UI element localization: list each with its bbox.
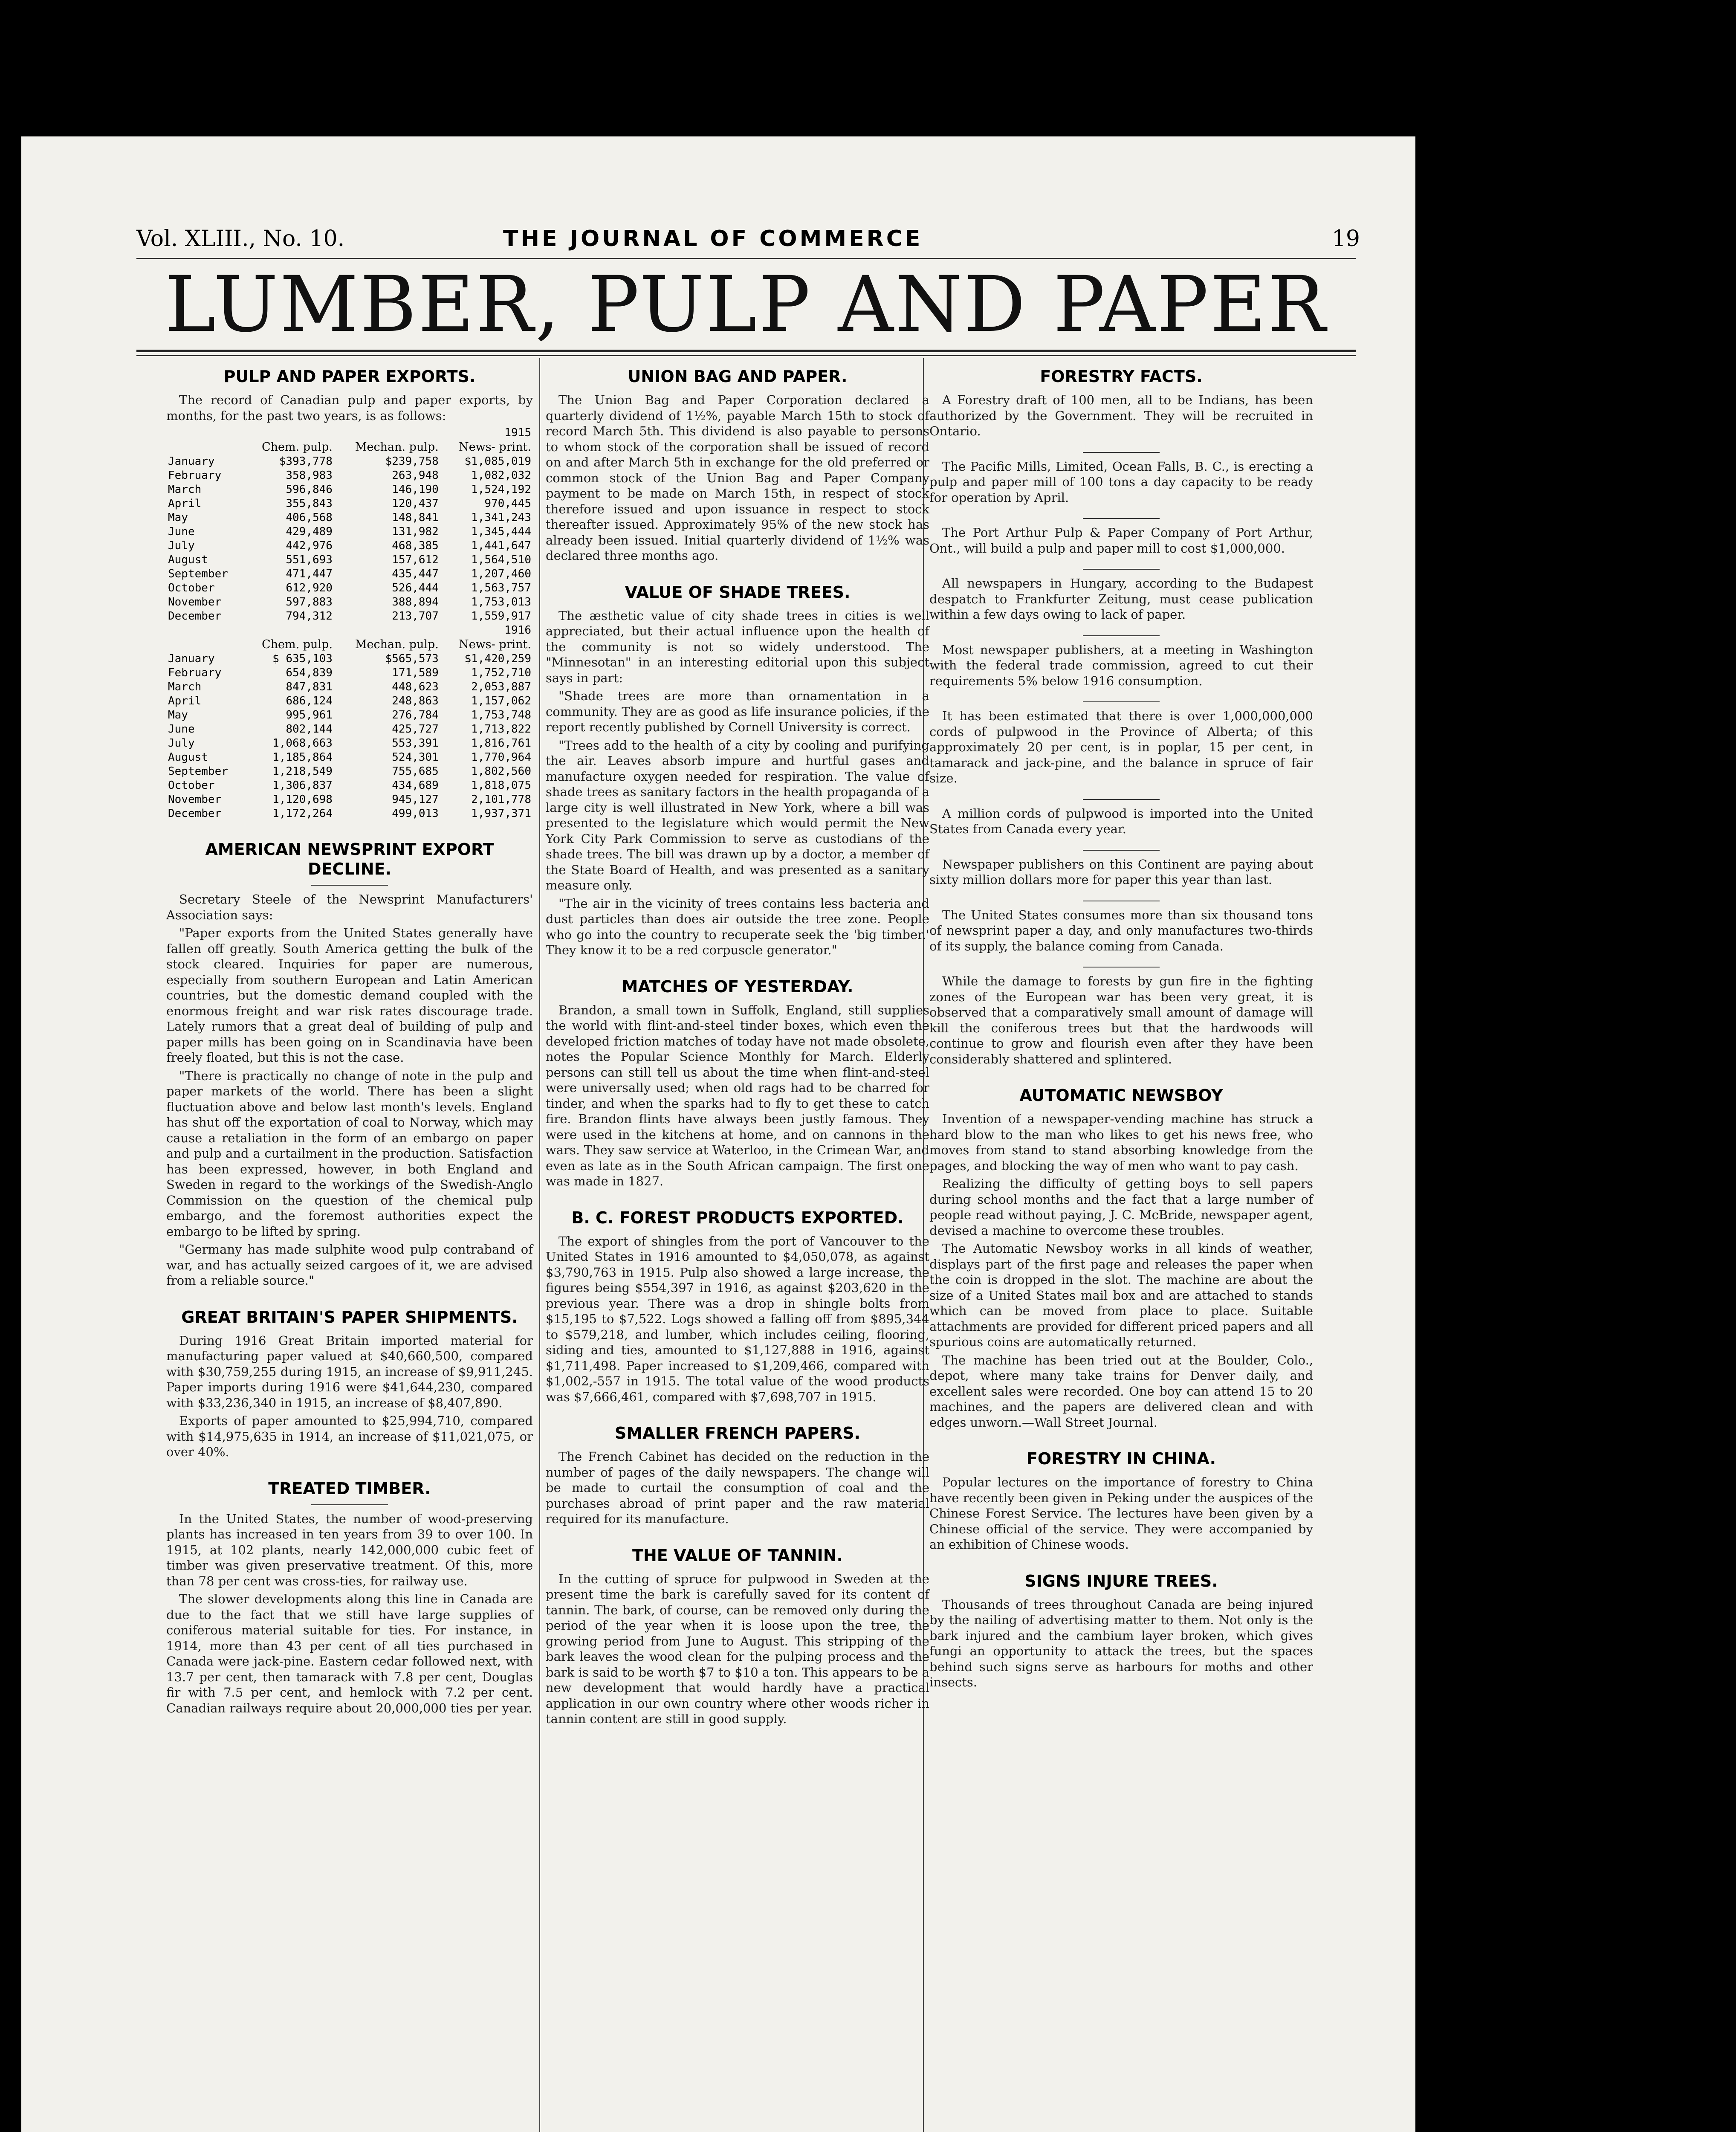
table-row xyxy=(166,483,533,497)
value-cell: 171,589 xyxy=(392,666,439,679)
newspaper-page xyxy=(21,136,1415,2132)
value-cell: 131,982 xyxy=(392,525,439,538)
value-cell: 654,839 xyxy=(286,666,333,679)
table-row xyxy=(166,666,533,680)
month-cell: June xyxy=(168,723,195,736)
value-cell: 435,447 xyxy=(392,568,439,580)
article-title: MATCHES OF YESTERDAY. xyxy=(622,977,854,996)
article-body xyxy=(546,1002,929,1189)
month-cell: November xyxy=(168,596,222,608)
month-cell: May xyxy=(168,511,188,524)
article-paragraph: Exports of paper amounted to $25,994,710, compared with $14,975,635 in 1914, an increase of $11,021,075, or over 40%. xyxy=(166,1414,533,1459)
column-header: News- print. xyxy=(459,638,531,651)
month-cell: December xyxy=(168,610,222,623)
table-row xyxy=(166,807,533,821)
month-cell: September xyxy=(168,568,228,580)
article-body xyxy=(546,1571,929,1727)
value-cell: 526,444 xyxy=(392,582,439,594)
item-separator xyxy=(1083,799,1160,800)
value-cell: 263,948 xyxy=(392,469,439,482)
article-paragraph: "Shade trees are more than ornamentation in a community. They are as good as life insurance policies, if the report recently published by Cornell University is correct. xyxy=(546,689,929,734)
item-separator xyxy=(1083,967,1160,968)
article-paragraph: "The air in the vicinity of trees contains less bacteria and dust particles than does air outside the tree zone. People who go into the country to recuperate seek the 'big timber.' They know it to be a red corpuscle generator." xyxy=(546,896,929,957)
value-cell: 1,802,560 xyxy=(471,765,531,778)
item-separator xyxy=(1083,569,1160,570)
page-number: 19 xyxy=(1331,226,1360,252)
item-separator xyxy=(1083,452,1160,453)
value-cell: 596,846 xyxy=(286,483,333,496)
month-cell: April xyxy=(168,497,202,510)
value-cell: $1,420,259 xyxy=(464,652,531,665)
month-cell: March xyxy=(168,483,202,496)
article-body xyxy=(929,1111,1313,1430)
value-cell: 388,894 xyxy=(392,596,439,608)
article-paragraph: Thousands of trees throughout Canada are being injured by the nailing of advertising matter to them. Not only is the bark injured and the cambium layer broken, which gives fungi an opportunity to attack the trees, but the spaces behind such signs serve as harbours for moths and other insects. xyxy=(929,1597,1313,1689)
article-body xyxy=(546,608,929,958)
value-cell: $239,758 xyxy=(385,455,439,468)
news-item: All newspapers in Hungary, according to the Budapest despatch to Frankfurter Zeitung, must cease publication within a few days owing to lack of paper. xyxy=(929,576,1313,622)
table-header-row xyxy=(166,637,533,652)
table-row xyxy=(166,736,533,750)
value-cell: $1,085,019 xyxy=(464,455,531,468)
month-cell: January xyxy=(168,455,215,468)
item-separator xyxy=(1083,518,1160,519)
value-cell: 755,685 xyxy=(392,765,439,778)
column-3 xyxy=(929,367,1313,1693)
value-cell: 146,190 xyxy=(392,483,439,496)
month-cell: February xyxy=(168,469,222,482)
article-paragraph: The slower developments along this line in Canada are due to the fact that we still have large supplies of coniferous material suitable for ties. For instance, in 1914, more than 43 per cent of all ties purchased in Canada were jack-pine. Eastern cedar followed next, with 13.7 per cent, then tamarack with 7.8 per cent, Douglas fir with 7.5 per cent, and hemlock with 7.2 per cent. Canadian railways require about 20,000,000 ties per year. xyxy=(166,1592,533,1715)
year-row xyxy=(166,623,533,637)
value-cell: 213,707 xyxy=(392,610,439,623)
value-cell: 1,753,013 xyxy=(471,596,531,608)
value-cell: 471,447 xyxy=(286,568,333,580)
article-paragraph: During 1916 Great Britain imported material for manufacturing paper valued at $40,660,500, compared with $30,759,255 during 1915, an increase of $9,911,245. Paper imports during 1916 were $41,644,230, compared with $33,236,340 in 1915, an increase of $8,407,890. xyxy=(166,1333,533,1410)
value-cell: 1,082,032 xyxy=(471,469,531,482)
value-cell: 1,157,062 xyxy=(471,695,531,707)
table-row xyxy=(166,511,533,525)
news-item: The Port Arthur Pulp & Paper Company of Port Arthur, Ont., will build a pulp and paper mill to cost $1,000,000. xyxy=(929,525,1313,556)
table-row xyxy=(166,750,533,765)
masthead: LUMBER, PULP AND PAPER xyxy=(165,260,1328,349)
masthead-rule xyxy=(136,350,1356,356)
table-row xyxy=(166,525,533,539)
value-cell: 995,961 xyxy=(286,709,333,721)
article-body xyxy=(546,1449,929,1527)
article-paragraph: "Trees add to the health of a city by cooling and purifying the air. Leaves absorb impure and hurtful gases and manufacture oxygen needed for respiration. The value of shade trees as sanitary factors in the health propaganda of a large city is well illustrated in New York, where a bill was presented to the legislature which would permit the New York City Park Commission to serve as custodians of the shade trees. The bill was drawn up by a doctor, a member of the State Board of Health, and was presented as a sanitary measure only. xyxy=(546,738,929,892)
column-1 xyxy=(166,367,533,1718)
table-header-row xyxy=(166,440,533,455)
article-title: TREATED TIMBER. xyxy=(268,1479,431,1498)
value-cell: 1,207,460 xyxy=(471,568,531,580)
value-cell: 1,563,757 xyxy=(471,582,531,594)
volume-number: Vol. XLIII., No. 10. xyxy=(136,226,345,252)
article-paragraph: "Paper exports from the United States generally have fallen off greatly. South America getting the bulk of the stock cleared. Inquiries for paper are numerous, especially from southern European and Latin American countries, but the domestic demand coupled with the enormous freight and war risk rates discourage trade. Lately rumors that a great deal of building of pulp and paper mills has been going on in Scandinavia have been freely floated, but this is not the case. xyxy=(166,926,533,1065)
month-cell: July xyxy=(168,737,195,750)
month-cell: November xyxy=(168,793,222,806)
news-item: A million cords of pulpwood is imported into the United States from Canada every year. xyxy=(929,806,1313,836)
journal-title: THE JOURNAL OF COMMERCE xyxy=(503,226,923,252)
article-paragraph: The export of shingles from the port of Vancouver to the United States in 1916 amounted to $4,050,078, as against $3,790,763 in 1915. Pulp also showed a large increase, the figures being $554,397 in 1916, as against $203,620 in the previous year. There was a drop in shingle bolts from $15,195 to $7,522. Logs showed a falling off from $895,344 to $579,218, and lumber, which includes ceiling, flooring, siding and ties, amounted to $1,127,888 in 1916, against $1,711,498. Paper increased to $1,209,466, compared with $1,002,-557 in 1915. The total value of the wood products was $7,666,461, compared with $7,698,707 in 1915. xyxy=(546,1234,929,1404)
column-header: News- print. xyxy=(459,440,531,454)
article-title: GREAT BRITAIN'S PAPER SHIPMENTS. xyxy=(181,1307,518,1327)
value-cell: $565,573 xyxy=(385,652,439,665)
article-paragraph: The machine has been tried out at the Boulder, Colo., depot, where many take trains for Denver daily, and excellent sales were recorded. One boy can attend 15 to 20 machines, and the papers are delivered clean and with edges unworn.—Wall Street Journal. xyxy=(929,1353,1313,1430)
item-separator xyxy=(1083,850,1160,851)
table-row xyxy=(166,652,533,666)
table-row xyxy=(166,539,533,553)
article-body xyxy=(929,1474,1313,1553)
value-cell: 2,101,778 xyxy=(471,793,531,806)
value-cell: 1,345,444 xyxy=(471,525,531,538)
value-cell: 2,053,887 xyxy=(471,681,531,693)
value-cell: 1,172,264 xyxy=(272,807,333,820)
value-cell: 1,068,663 xyxy=(272,737,333,750)
value-cell: 429,489 xyxy=(286,525,333,538)
value-cell: 1,218,549 xyxy=(272,765,333,778)
news-item: It has been estimated that there is over 1,000,000,000 cords of pulpwood in the Province of Alberta; of this approximately 20 per cent, is in poplar, 15 per cent, in tamarack and jack-pine, and the balance in spruce of fair size. xyxy=(929,709,1313,785)
table-row xyxy=(166,581,533,595)
value-cell: 358,983 xyxy=(286,469,333,482)
month-cell: July xyxy=(168,539,195,552)
table-row xyxy=(166,469,533,483)
table-row xyxy=(166,779,533,793)
value-cell: 276,784 xyxy=(392,709,439,721)
value-cell: 1,752,710 xyxy=(471,666,531,679)
article-paragraph: The Automatic Newsboy works in all kinds of weather, displays part of the first page and releases the paper when the coin is dropped in the slot. The machine are about the size of a United States mail box and are attached to stands which can be moved from place to place. Suitable attachments are provided for different priced papers and all spurious coins are automatically returned. xyxy=(929,1241,1313,1349)
article-paragraph: "There is practically no change of note in the pulp and paper markets of the world. There has been a slight fluctuation above and below last month's levels. England has shut off the exportation of coal to Norway, which may cause a retaliation in the form of an embargo on paper and pulp and a curtailment in the production. Satisfaction has been expressed, however, in both England and Sweden in regard to the workings of the Swedish-Anglo Commission on the question of the chemical pulp embargo, and the foremost authorities expect the embargo to be lifted by spring. xyxy=(166,1068,533,1239)
value-cell: 468,385 xyxy=(392,539,439,552)
column-header: Chem. pulp. xyxy=(261,440,333,454)
article-title: THE VALUE OF TANNIN. xyxy=(632,1546,843,1565)
month-cell: October xyxy=(168,779,215,792)
value-cell: 499,013 xyxy=(392,807,439,820)
value-cell: 1,818,075 xyxy=(471,779,531,792)
column-header: Mechan. pulp. xyxy=(355,638,439,651)
month-cell: September xyxy=(168,765,228,778)
article-paragraph: The French Cabinet has decided on the reduction in the number of pages of the daily newspapers. The change will be made to curtail the consumption of coal and the purchases abroad of print paper and the raw material required for its manufacture. xyxy=(546,1449,929,1526)
article-paragraph: The record of Canadian pulp and paper exports, by months, for the past two years, is as follows: xyxy=(166,393,533,423)
article-paragraph: Secretary Steele of the Newsprint Manufacturers' Association says: xyxy=(166,892,533,922)
news-item: The United States consumes more than six thousand tons of newsprint paper a day, and only manufactures two-thirds of its supply, the balance coming from Canada. xyxy=(929,907,1313,953)
value-cell: 1,441,647 xyxy=(471,539,531,552)
article-title: VALUE OF SHADE TREES. xyxy=(625,582,851,602)
article-body xyxy=(929,392,1313,1067)
value-cell: 355,843 xyxy=(286,497,333,510)
value-cell: 612,920 xyxy=(286,582,333,594)
value-cell: 1,713,822 xyxy=(471,723,531,736)
article-title: PULP AND PAPER EXPORTS. xyxy=(223,367,476,386)
article-title: FORESTRY FACTS. xyxy=(1040,367,1203,386)
value-cell: $ 635,103 xyxy=(272,652,333,665)
value-cell: 434,689 xyxy=(392,779,439,792)
article-body xyxy=(166,892,533,1289)
value-cell: 1,524,192 xyxy=(471,483,531,496)
value-cell: 120,437 xyxy=(392,497,439,510)
column-2 xyxy=(546,367,929,1729)
article-paragraph: Invention of a newspaper-vending machine has struck a hard blow to the man who likes to get his news free, who moves from stand to stand absorbing knowledge from the pages, and blocking the way of men who want to pay cash. xyxy=(929,1112,1313,1173)
value-cell: 1,306,837 xyxy=(272,779,333,792)
article-paragraph: In the cutting of spruce for pulpwood in Sweden at the present time the bark is carefully saved for its content of tannin. The bark, of course, can be removed only during the period of the year when it is loose upon the tree, the growing period from June to August. This stripping of the bark leaves the wood clean for the pulping process and the bark is said to be worth $7 to $10 a ton. This appears to be a new development that would hardly have a practical application in our own country where other woods richer in tannin content are still in good supply. xyxy=(546,1571,929,1726)
value-cell: 448,623 xyxy=(392,681,439,693)
value-cell: 1,185,864 xyxy=(272,751,333,764)
article-paragraph: "Germany has made sulphite wood pulp contraband of war, and has actually seized cargoes of it, we are advised from a reliable source." xyxy=(166,1242,533,1288)
month-cell: March xyxy=(168,681,202,693)
title-rule xyxy=(311,1504,388,1505)
table-row xyxy=(166,680,533,694)
article-title: B. C. FOREST PRODUCTS EXPORTED. xyxy=(571,1208,904,1227)
table-row xyxy=(166,567,533,581)
value-cell: 442,976 xyxy=(286,539,333,552)
table-row xyxy=(166,765,533,779)
month-cell: June xyxy=(168,525,195,538)
value-cell: 425,727 xyxy=(392,723,439,736)
month-cell: August xyxy=(168,553,208,566)
article-title: FORESTRY IN CHINA. xyxy=(1026,1449,1216,1468)
value-cell: 1,564,510 xyxy=(471,553,531,566)
table-row xyxy=(166,497,533,511)
table-row xyxy=(166,708,533,722)
article-paragraph: In the United States, the number of wood-preserving plants has increased in ten years from 39 to over 100. In 1915, at 102 plants, nearly 142,000,000 cubic feet of timber was given preservative treatment. Of this, more than 78 per cent was cross-ties, for railway use. xyxy=(166,1511,533,1588)
article-title: AUTOMATIC NEWSBOY xyxy=(1019,1086,1223,1105)
value-cell: 524,301 xyxy=(392,751,439,764)
value-cell: 597,883 xyxy=(286,596,333,608)
month-cell: October xyxy=(168,582,215,594)
article-body xyxy=(166,1333,533,1460)
article-body xyxy=(546,392,929,564)
table-row xyxy=(166,595,533,609)
article-body xyxy=(929,1597,1313,1690)
table-row xyxy=(166,694,533,708)
value-cell: 1,341,243 xyxy=(471,511,531,524)
table-row xyxy=(166,455,533,469)
title-rule xyxy=(311,885,388,886)
news-item: While the damage to forests by gun fire in the fighting zones of the European war has been very great, it is observed that a comparatively small amount of damage will kill the coniferous trees but that the hardwoods will continue to grow and flourish even after they have been considerably shattered and splintered. xyxy=(929,974,1313,1066)
month-cell: February xyxy=(168,666,222,679)
article-paragraph: Brandon, a small town in Suffolk, England, still supplies the world with flint-and-steel tinder boxes, which even the developed friction matches of today have not made obsolete, notes the Popular Science Monthly for March. Elderly persons can still tell us about the time when flint-and-steel were universally used; when old rags had to be charred for tinder, and when the sparks had to fly to get these to catch fire. Brandon flints have always been justly famous. They were used in the kitchens at home, and on cannons in the wars. They saw service at Waterloo, in the Crimean War, and even as late as in the South African campaign. The first one was made in 1827. xyxy=(546,1002,929,1188)
month-cell: April xyxy=(168,695,202,707)
article-paragraph: The Union Bag and Paper Corporation declared a quarterly dividend of 1½%, payable March 15th to stock of record March 5th. This dividend is also payable to persons to whom stock of the corporation shall be issued of record on and after March 5th in exchange for the old preferred or common stock of the Union Bag and Paper Company payment to be made on March 15th, in respect of stock therefore issued and upon issuance in respect to stock thereafter issued. Approximately 95% of the new stock has already been issued. Initial quarterly dividend of 1½% was declared three months ago. xyxy=(546,393,929,563)
value-cell: 148,841 xyxy=(392,511,439,524)
news-item: Newspaper publishers on this Continent are paying about sixty million dollars more for paper this year than last. xyxy=(929,857,1313,887)
article-title: SMALLER FRENCH PAPERS. xyxy=(614,1424,860,1443)
value-cell: 802,144 xyxy=(286,723,333,736)
article-title: AMERICAN NEWSPRINT EXPORT DECLINE. xyxy=(205,840,494,878)
value-cell: 970,445 xyxy=(484,497,531,510)
article-body xyxy=(546,1234,929,1405)
value-cell: 1,753,748 xyxy=(471,709,531,721)
news-item: A Forestry draft of 100 men, all to be Indians, has been authorized by the Government. They will be recruited in Ontario. xyxy=(929,393,1313,438)
value-cell: 406,568 xyxy=(286,511,333,524)
header-rule xyxy=(136,258,1356,259)
article-title: UNION BAG AND PAPER. xyxy=(628,367,848,386)
item-separator xyxy=(1083,635,1160,636)
year-row xyxy=(166,426,533,440)
news-item: Most newspaper publishers, at a meeting in Washington with the federal trade commission, agreed to cut their requirements 5% below 1916 consumption. xyxy=(929,642,1313,688)
value-cell: $393,778 xyxy=(279,455,333,468)
month-cell: May xyxy=(168,709,188,721)
value-cell: 551,693 xyxy=(286,553,333,566)
news-item: The Pacific Mills, Limited, Ocean Falls, B. C., is erecting a pulp and paper mill of 100 tons a day capacity to be ready for operation by April. xyxy=(929,459,1313,505)
article-body xyxy=(166,1511,533,1716)
column-header: Mechan. pulp. xyxy=(355,440,439,454)
item-separator xyxy=(1083,701,1160,702)
value-cell: 1,120,698 xyxy=(272,793,333,806)
value-cell: 248,863 xyxy=(392,695,439,707)
value-cell: 1,937,371 xyxy=(471,807,531,820)
table-row xyxy=(166,722,533,736)
table-row xyxy=(166,553,533,567)
month-cell: January xyxy=(168,652,215,665)
value-cell: 553,391 xyxy=(392,737,439,750)
value-cell: 1,816,761 xyxy=(471,737,531,750)
value-cell: 1,559,917 xyxy=(471,610,531,623)
article-paragraph: Realizing the difficulty of getting boys to sell papers during school months and the fact that a large number of people read without paying, J. C. McBride, newspaper agent, devised a machine to overcome these troubles. xyxy=(929,1176,1313,1238)
month-cell: December xyxy=(168,807,222,820)
column-header: Chem. pulp. xyxy=(261,638,333,651)
value-cell: 847,831 xyxy=(286,681,333,693)
article-paragraph: Popular lectures on the importance of forestry to China have recently been given in Peking under the auspices of the Chinese Forest Service. The lectures have been given by a Chinese official of the service. They were accompanied by an exhibition of Chinese woods. xyxy=(929,1475,1313,1552)
value-cell: 794,312 xyxy=(286,610,333,623)
article-title: SIGNS INJURE TREES. xyxy=(1024,1571,1218,1590)
column-divider xyxy=(539,358,540,2132)
value-cell: 686,124 xyxy=(286,695,333,707)
year-label: 1916 xyxy=(504,624,531,637)
value-cell: 157,612 xyxy=(392,553,439,566)
year-label: 1915 xyxy=(504,426,531,439)
article-paragraph: The æsthetic value of city shade trees in cities is well appreciated, but their actual influence upon the health of the community is not so widely understood. The "Minnesotan" in an interesting editorial upon this subject says in part: xyxy=(546,608,929,685)
value-cell: 1,770,964 xyxy=(471,751,531,764)
value-cell: 945,127 xyxy=(392,793,439,806)
table-row xyxy=(166,609,533,623)
month-cell: August xyxy=(168,751,208,764)
exports-table xyxy=(166,426,533,821)
table-row xyxy=(166,793,533,807)
